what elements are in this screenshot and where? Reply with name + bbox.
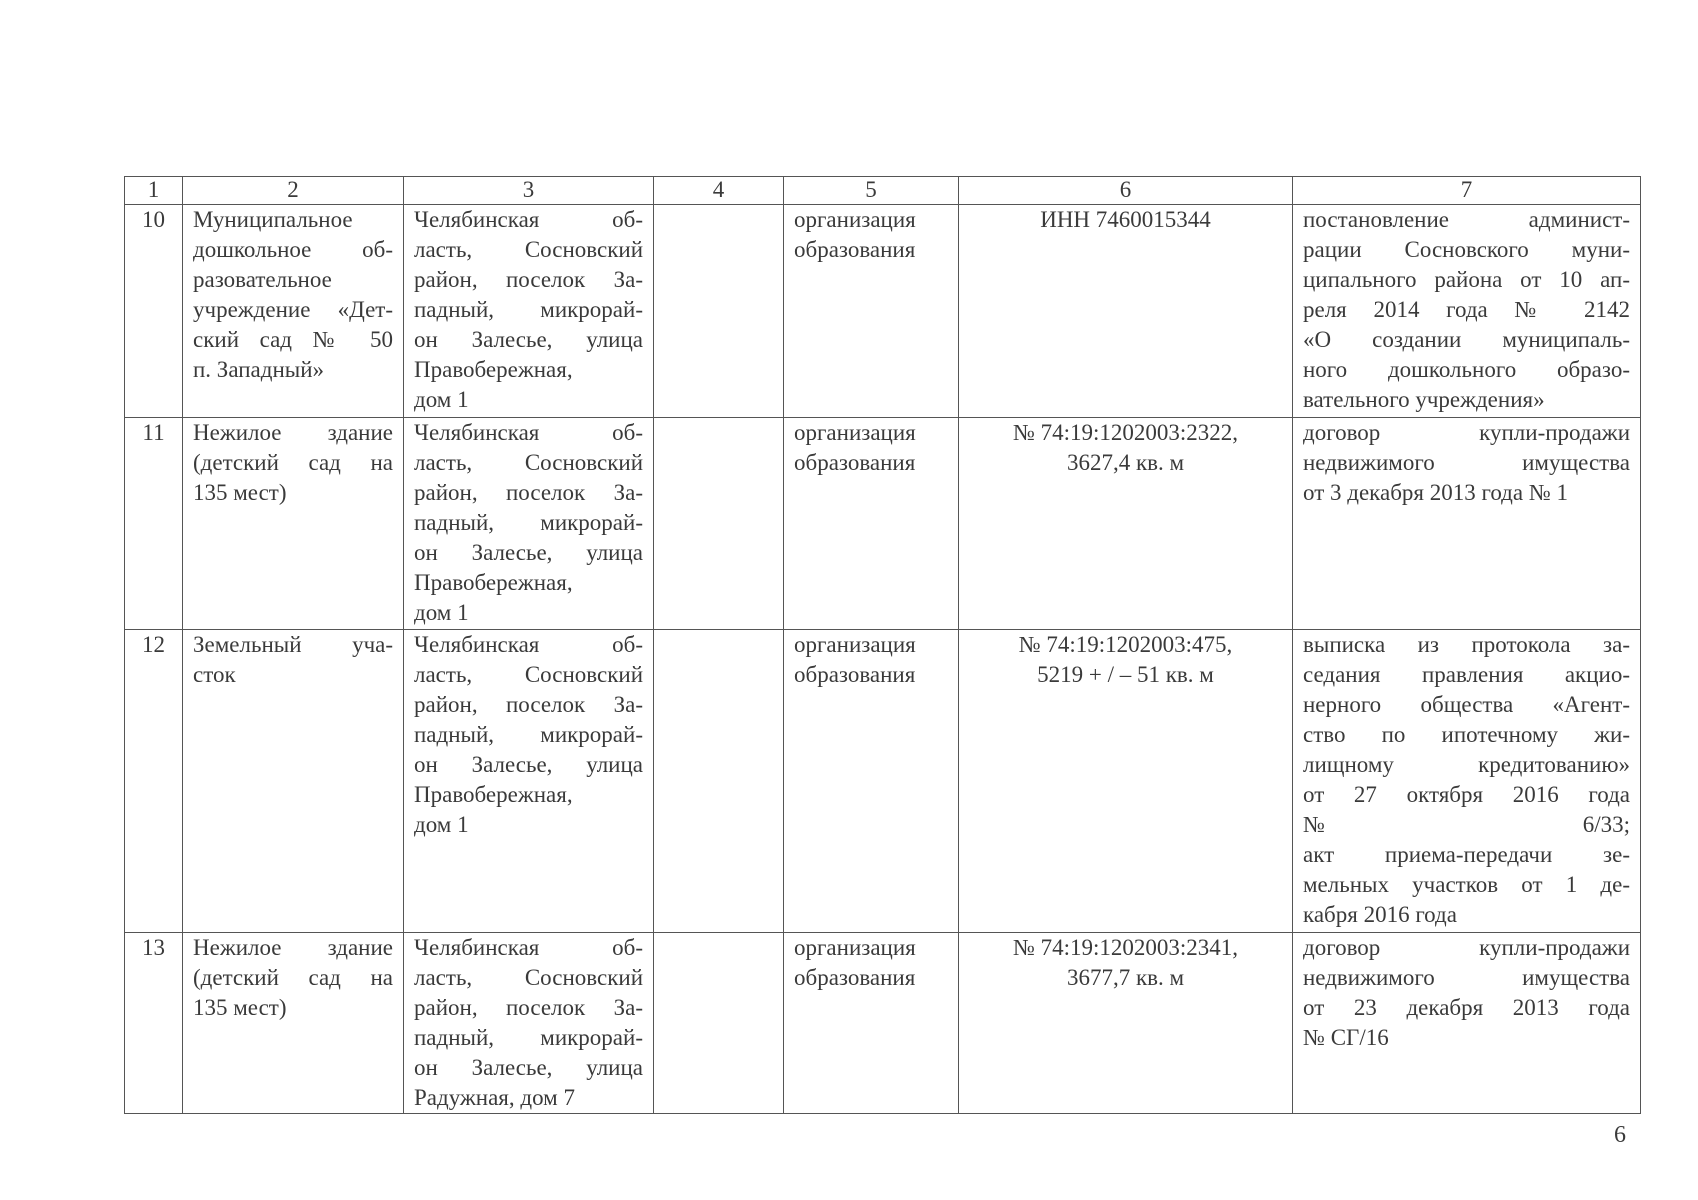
legal-basis-cell-line: кабря 2016 года xyxy=(1303,902,1457,927)
address-cell-line: ласть, Сосновский xyxy=(414,662,643,687)
organization-type-cell-line: образования xyxy=(794,450,916,475)
address-cell-line: Правобережная, xyxy=(414,357,573,382)
legal-basis-cell-line: вательного учреждения» xyxy=(1303,387,1545,412)
legal-basis-cell-line: седания правления акцио- xyxy=(1303,662,1630,687)
address-cell-line: ласть, Сосновский xyxy=(414,965,643,990)
organization-type-cell-line: организация xyxy=(794,207,916,232)
legal-basis-cell xyxy=(1293,418,1641,630)
legal-basis-cell-line: недвижимого имущества xyxy=(1303,965,1630,990)
object-name-cell xyxy=(183,933,404,1114)
object-name-cell-line: сток xyxy=(193,662,236,687)
organization-type-cell-line: организация xyxy=(794,632,916,657)
identifier-cell-line: № 74:19:1202003:2322, xyxy=(1012,420,1239,445)
legal-basis-cell xyxy=(1293,630,1641,933)
legal-basis-cell-line: мельных участков от 1 де- xyxy=(1303,872,1630,897)
legal-basis-cell-line: договор купли-продажи xyxy=(1303,420,1630,445)
row-number-cell: 10 xyxy=(125,205,183,418)
legal-basis-cell-line: лищному кредитованию» xyxy=(1303,752,1630,777)
identifier-cell xyxy=(959,418,1293,630)
object-name-cell-line: (детский сад на xyxy=(193,965,393,990)
object-name-cell-line: Нежилое здание xyxy=(193,935,393,960)
legal-basis-cell-line: акт приема-передачи зе- xyxy=(1303,842,1630,867)
legal-basis-cell-line: «О создании муниципаль- xyxy=(1303,327,1630,352)
property-registry-table xyxy=(124,176,1641,1114)
address-cell-line: Радужная, дом 7 xyxy=(414,1085,575,1110)
column-number-header-row xyxy=(125,177,1641,205)
legal-basis-cell-line: от 27 октября 2016 года xyxy=(1303,782,1630,807)
empty-column-cell xyxy=(654,933,784,1114)
address-cell-line: дом 1 xyxy=(414,600,469,625)
object-name-cell-line: п. Западный» xyxy=(193,357,325,382)
header-cell: 4 xyxy=(654,177,784,205)
identifier-cell xyxy=(959,205,1293,418)
object-name-cell xyxy=(183,418,404,630)
object-name-cell-line: Земельный уча- xyxy=(193,632,393,657)
address-cell-line: ласть, Сосновский xyxy=(414,237,643,262)
address-cell xyxy=(404,630,654,933)
address-cell-line: Правобережная, xyxy=(414,570,573,595)
empty-column-cell xyxy=(654,205,784,418)
header-cell: 1 xyxy=(125,177,183,205)
address-cell xyxy=(404,205,654,418)
legal-basis-cell-line: ного дошкольного образо- xyxy=(1303,357,1630,382)
row-number-cell: 12 xyxy=(125,630,183,933)
address-cell-line: Челябинская об- xyxy=(414,935,643,960)
identifier-cell-line: 3627,4 кв. м xyxy=(1066,450,1185,475)
object-name-cell-line: ский сад № 50 xyxy=(193,327,393,352)
table-row xyxy=(125,933,1641,1114)
identifier-cell xyxy=(959,933,1293,1114)
legal-basis-cell-line: рации Сосновского муни- xyxy=(1303,237,1630,262)
organization-type-cell-line: организация xyxy=(794,935,916,960)
legal-basis-cell-line: ство по ипотечному жи- xyxy=(1303,722,1630,747)
table-row xyxy=(125,205,1641,418)
row-number-cell: 11 xyxy=(125,418,183,630)
table-row xyxy=(125,630,1641,933)
header-cell: 2 xyxy=(183,177,404,205)
identifier-cell-line: 5219 + / – 51 кв. м xyxy=(1037,662,1214,687)
object-name-cell-line: 135 мест) xyxy=(193,480,287,505)
organization-type-cell xyxy=(784,630,959,933)
address-cell-line: район, поселок За- xyxy=(414,480,643,505)
address-cell-line: он Залесье, улица xyxy=(414,752,643,777)
legal-basis-cell-line: № 6/33; xyxy=(1303,812,1630,837)
legal-basis-cell xyxy=(1293,933,1641,1114)
empty-column-cell xyxy=(654,630,784,933)
legal-basis-cell-line: выписка из протокола за- xyxy=(1303,632,1630,657)
organization-type-cell xyxy=(784,933,959,1114)
address-cell-line: Челябинская об- xyxy=(414,207,643,232)
object-name-cell xyxy=(183,630,404,933)
address-cell-line: он Залесье, улица xyxy=(414,1055,643,1080)
header-cell: 5 xyxy=(784,177,959,205)
organization-type-cell xyxy=(784,205,959,418)
object-name-cell-line: дошкольное об- xyxy=(193,237,393,262)
legal-basis-cell-line: постановление админист- xyxy=(1303,207,1630,232)
empty-column-cell xyxy=(654,418,784,630)
address-cell-line: Челябинская об- xyxy=(414,632,643,657)
identifier-cell-line: ИНН 7460015344 xyxy=(1040,207,1211,232)
header-cell: 7 xyxy=(1293,177,1641,205)
object-name-cell-line: Муниципальное xyxy=(193,207,353,232)
address-cell-line: он Залесье, улица xyxy=(414,327,643,352)
address-cell-line: Челябинская об- xyxy=(414,420,643,445)
identifier-cell-line: № 74:19:1202003:2341, xyxy=(1012,935,1239,960)
object-name-cell-line: разовательное xyxy=(193,267,332,292)
address-cell-line: район, поселок За- xyxy=(414,692,643,717)
address-cell xyxy=(404,418,654,630)
address-cell-line: дом 1 xyxy=(414,812,469,837)
organization-type-cell-line: организация xyxy=(794,420,916,445)
object-name-cell-line: (детский сад на xyxy=(193,450,393,475)
legal-basis-cell-line: от 23 декабря 2013 года xyxy=(1303,995,1630,1020)
legal-basis-cell-line: недвижимого имущества xyxy=(1303,450,1630,475)
address-cell-line: Правобережная, xyxy=(414,782,573,807)
legal-basis-cell-line: договор купли-продажи xyxy=(1303,935,1630,960)
legal-basis-cell-line: ципального района от 10 ап- xyxy=(1303,267,1630,292)
address-cell-line: падный, микрорай- xyxy=(414,722,643,747)
organization-type-cell xyxy=(784,418,959,630)
object-name-cell-line: 135 мест) xyxy=(193,995,287,1020)
legal-basis-cell-line: реля 2014 года № 2142 xyxy=(1303,297,1630,322)
address-cell xyxy=(404,933,654,1114)
header-cell: 6 xyxy=(959,177,1293,205)
address-cell-line: район, поселок За- xyxy=(414,995,643,1020)
table-row xyxy=(125,418,1641,630)
identifier-cell xyxy=(959,630,1293,933)
address-cell-line: он Залесье, улица xyxy=(414,540,643,565)
address-cell-line: дом 1 xyxy=(414,387,469,412)
object-name-cell-line: Нежилое здание xyxy=(193,420,393,445)
address-cell-line: район, поселок За- xyxy=(414,267,643,292)
page-number: 6 xyxy=(1614,1122,1626,1148)
organization-type-cell-line: образования xyxy=(794,965,916,990)
legal-basis-cell-line: № СГ/16 xyxy=(1303,1025,1389,1050)
header-cell: 3 xyxy=(404,177,654,205)
object-name-cell-line: учреждение «Дет- xyxy=(193,297,393,322)
object-name-cell xyxy=(183,205,404,418)
address-cell-line: падный, микрорай- xyxy=(414,297,643,322)
organization-type-cell-line: образования xyxy=(794,237,916,262)
identifier-cell-line: 3677,7 кв. м xyxy=(1066,965,1185,990)
address-cell-line: падный, микрорай- xyxy=(414,1025,643,1050)
row-number-cell: 13 xyxy=(125,933,183,1114)
address-cell-line: ласть, Сосновский xyxy=(414,450,643,475)
legal-basis-cell-line: от 3 декабря 2013 года № 1 xyxy=(1303,480,1569,505)
legal-basis-cell-line: нерного общества «Агент- xyxy=(1303,692,1630,717)
identifier-cell-line: № 74:19:1202003:475, xyxy=(1018,632,1233,657)
organization-type-cell-line: образования xyxy=(794,662,916,687)
legal-basis-cell xyxy=(1293,205,1641,418)
address-cell-line: падный, микрорай- xyxy=(414,510,643,535)
